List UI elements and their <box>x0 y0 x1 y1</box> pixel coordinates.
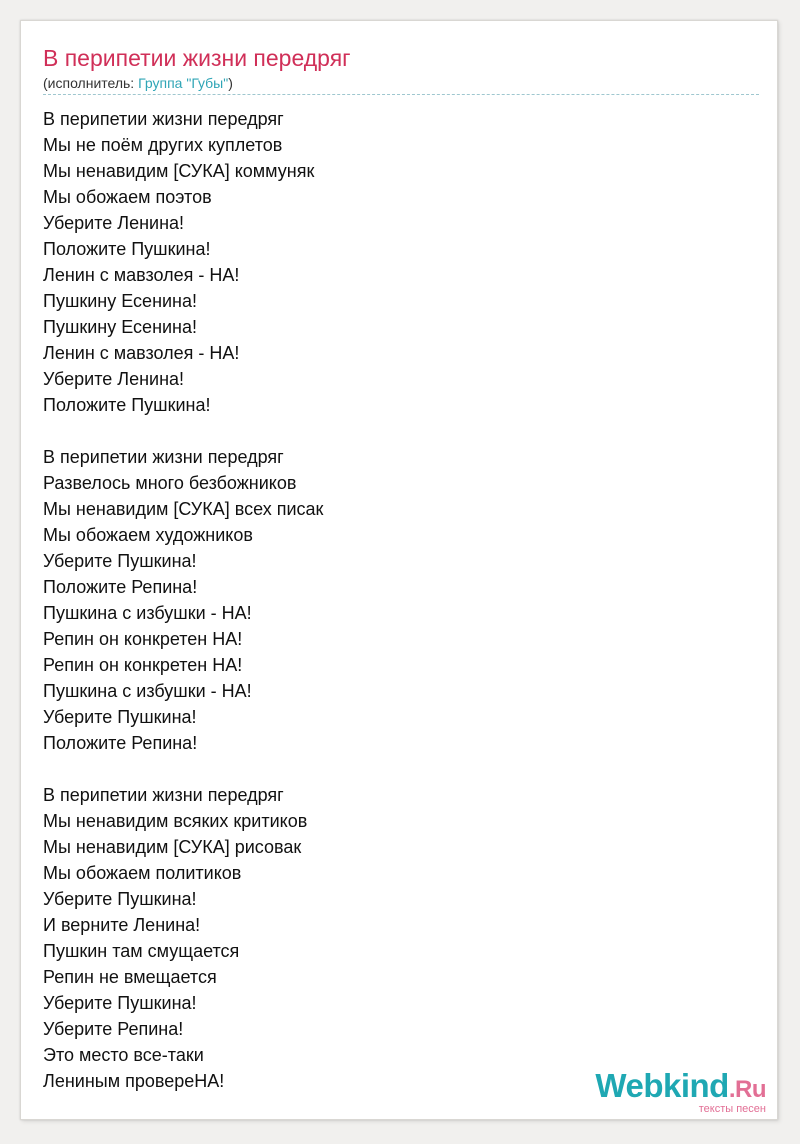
lyric-line: Пушкина с избушки - НА! <box>43 603 252 623</box>
stanza-2 <box>43 444 743 756</box>
lyric-line: Лениным провереНА! <box>43 1071 225 1091</box>
lyric-line: В перипетии жизни передряг <box>43 109 284 129</box>
lyric-line: Уберите Пушкина! <box>43 707 197 727</box>
lyric-line: Мы обожаем поэтов <box>43 187 212 207</box>
lyric-line: Уберите Пушкина! <box>43 551 197 571</box>
lyric-line: Уберите Пушкина! <box>43 993 197 1013</box>
logo-name: Webkind <box>595 1067 729 1104</box>
lyric-line: Уберите Ленина! <box>43 369 185 389</box>
webkind-logo[interactable] <box>582 1067 772 1113</box>
lyric-line: Это место все-таки <box>43 1045 204 1065</box>
lyrics-body <box>43 106 743 1120</box>
lyric-line: Мы ненавидим [СУКА] всех писак <box>43 499 324 519</box>
lyric-line: Положите Репина! <box>43 577 198 597</box>
lyric-line: Положите Репина! <box>43 733 198 753</box>
lyric-line: В перипетии жизни передряг <box>43 447 284 467</box>
lyric-line: Репин он конкретен НА! <box>43 655 243 675</box>
logo-domain-suffix: .Ru <box>728 1076 766 1103</box>
lyric-line: В перипетии жизни передряг <box>43 785 284 805</box>
artist-prefix: (исполнитель: <box>43 75 139 91</box>
lyric-line: Пушкину Есенина! <box>43 317 198 337</box>
stanza-1 <box>43 106 743 418</box>
title-divider <box>43 94 759 95</box>
lyric-line: Пушкин там смущается <box>43 941 240 961</box>
lyric-line: Репин он конкретен НА! <box>43 629 243 649</box>
artist-line <box>43 74 233 92</box>
lyrics-page <box>20 20 778 1120</box>
lyric-line: Мы ненавидим [СУКА] коммуняк <box>43 161 315 181</box>
lyric-line: Мы ненавидим [СУКА] рисовак <box>43 837 302 857</box>
artist-suffix: ) <box>228 75 233 91</box>
lyric-line: Положите Пушкина! <box>43 239 211 259</box>
lyric-line: Мы обожаем политиков <box>43 863 242 883</box>
stanza-3 <box>43 782 743 1094</box>
lyric-line: Пушкина с избушки - НА! <box>43 681 252 701</box>
lyric-line: Репин не вмещается <box>43 967 217 987</box>
lyric-line: Мы ненавидим всяких критиков <box>43 811 308 831</box>
lyric-line: Развелось много безбожников <box>43 473 297 493</box>
logo-tagline: тексты песен <box>698 1103 766 1115</box>
lyric-line: Уберите Репина! <box>43 1019 184 1039</box>
lyric-line: Мы обожаем художников <box>43 525 253 545</box>
lyric-line: Мы не поём других куплетов <box>43 135 283 155</box>
lyric-line: И верните Ленина! <box>43 915 201 935</box>
lyric-line: Ленин с мавзолея - НА! <box>43 343 240 363</box>
song-title: В перипетии жизни передряг <box>43 45 351 71</box>
lyric-line: Уберите Пушкина! <box>43 889 197 909</box>
lyric-line: Положите Пушкина! <box>43 395 211 415</box>
lyric-line: Ленин с мавзолея - НА! <box>43 265 240 285</box>
lyric-line: Пушкину Есенина! <box>43 291 198 311</box>
artist-link[interactable]: Группа "Губы" <box>138 75 229 91</box>
lyric-line: Уберите Ленина! <box>43 213 185 233</box>
